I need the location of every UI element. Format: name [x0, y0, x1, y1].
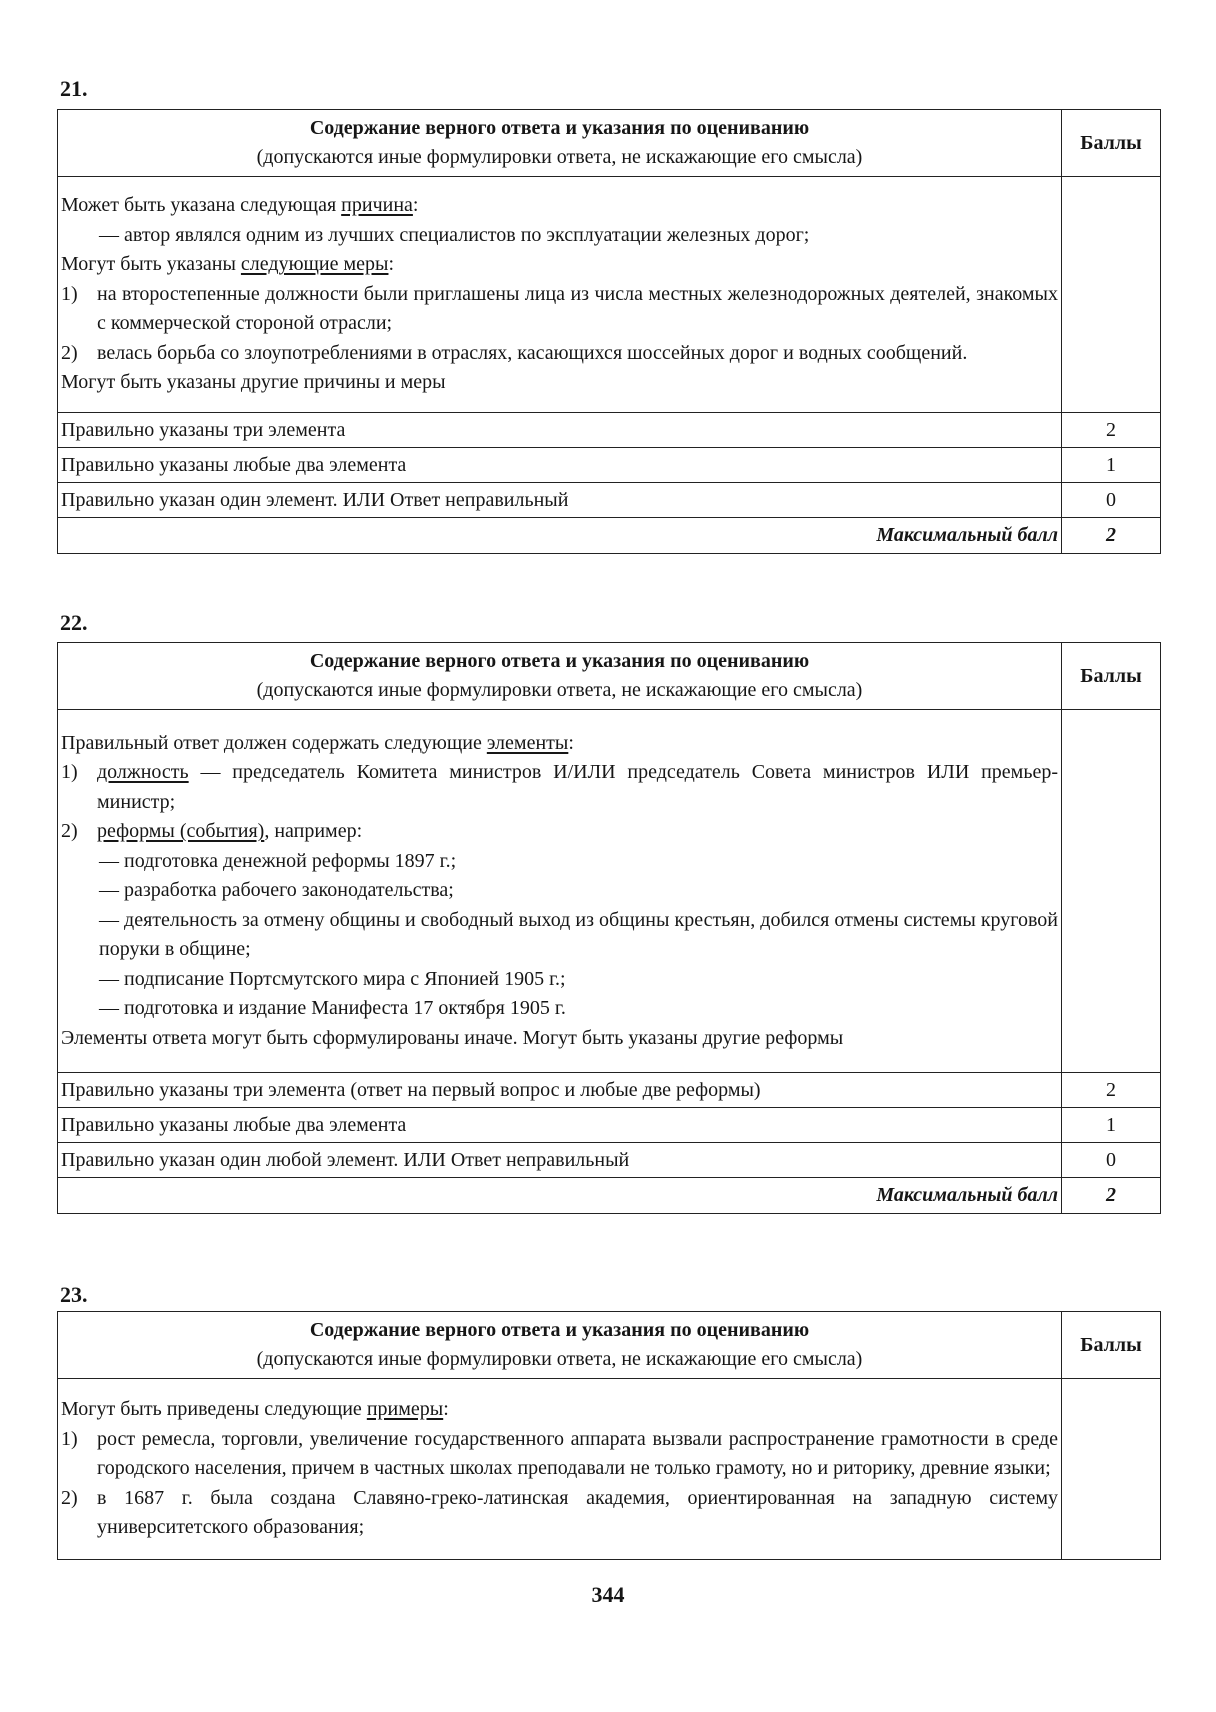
- question-21-number: 21.: [60, 76, 88, 101]
- max-score-row: Максимальный балл 2: [58, 518, 1161, 554]
- header-subtitle: (допускаются иные формулировки ответа, не искажающие его смысла): [256, 1348, 863, 1370]
- answer-dash-item: — подписание Портсмутского мира с Японией 1905 г.;: [99, 967, 566, 990]
- header-points: Баллы: [1062, 110, 1161, 177]
- question-23-number: 23.: [60, 1282, 88, 1307]
- answer-numbered-item: 1) должность — председатель Комитета министров И/ИЛИ председатель Совета министров ИЛИ премьер-министр;: [61, 761, 1058, 813]
- answer-line: Правильный ответ должен содержать следующие элементы:: [61, 731, 574, 754]
- header-description: [58, 110, 1062, 177]
- answer-line: Может быть указана следующая причина:: [61, 194, 419, 217]
- answer-content-row: [58, 1379, 1161, 1560]
- answer-dash-item: — подготовка и издание Манифеста 17 октября 1905 г.: [99, 997, 566, 1020]
- answer-content-row: [58, 177, 1161, 413]
- header-subtitle: (допускаются иные формулировки ответа, не искажающие его смысла): [256, 679, 863, 701]
- answer-dash-item: — подготовка денежной реформы 1897 г.;: [99, 849, 457, 872]
- header-points: Баллы: [1062, 643, 1161, 710]
- header-subtitle: (допускаются иные формулировки ответа, не искажающие его смысла): [256, 146, 863, 168]
- header-title: Содержание верного ответа и указания по оцениванию: [309, 650, 810, 672]
- table-header: [58, 643, 1161, 710]
- table-header: [58, 110, 1161, 177]
- answer-numbered-item: 1) на второстепенные должности были приглашены лица из числа местных железнодорожных деятелей, знакомых с коммерческой стороной отрасли;: [61, 282, 1058, 335]
- score-row: Правильно указаны три элемента (ответ на первый вопрос и любые две реформы) 2: [58, 1073, 1161, 1108]
- header-description: [58, 643, 1062, 710]
- answer-numbered-item: 2) реформы (события), например:: [61, 820, 363, 843]
- max-score-row: Максимальный балл 2: [58, 1178, 1161, 1214]
- answer-line: Элементы ответа могут быть сформулированы иначе. Могут быть указаны другие реформы: [61, 1026, 844, 1049]
- header-title: Содержание верного ответа и указания по оцениванию: [309, 1319, 810, 1341]
- criteria-table-22: [57, 642, 1161, 1214]
- criteria-table-23: [57, 1311, 1161, 1560]
- answer-line: Могут быть указаны следующие меры:: [61, 253, 395, 276]
- criteria-table-21: [57, 109, 1161, 554]
- score-row: Правильно указаны любые два элемента 1: [58, 448, 1161, 483]
- answer-numbered-item: 2) велась борьба со злоупотреблениями в отраслях, касающихся шоссейных дорог и водных сообщений.: [61, 341, 968, 364]
- score-row: Правильно указаны любые два элемента 1: [58, 1108, 1161, 1143]
- header-description: [58, 1312, 1062, 1379]
- header-title: Содержание верного ответа и указания по оцениванию: [309, 117, 810, 139]
- score-row: Правильно указаны три элемента 2: [58, 413, 1161, 448]
- answer-line: Могут быть указаны другие причины и меры: [61, 371, 446, 394]
- table-header: [58, 1312, 1161, 1379]
- page-number: 344: [591, 1582, 625, 1607]
- answer-numbered-item: 1) рост ремесла, торговли, увеличение государственного аппарата вызвали распространение грамотности в среде городского населения, причем в частных школах преподавали не только грамоту, но и риторику, древние языки;: [61, 1427, 1058, 1480]
- answer-content: [58, 177, 1062, 413]
- answer-content: [58, 710, 1062, 1073]
- score-row: Правильно указан один элемент. ИЛИ Ответ неправильный 0: [58, 483, 1161, 518]
- answer-dash-item: — деятельность за отмену общины и свободный выход из общины крестьян, добился отмены системы круговой поруки в общине;: [99, 908, 1058, 961]
- answer-content: [58, 1379, 1062, 1560]
- answer-dash-item: — разработка рабочего законодательства;: [99, 879, 454, 902]
- question-22-number: 22.: [60, 610, 88, 635]
- score-row: Правильно указан один любой элемент. ИЛИ Ответ неправильный 0: [58, 1143, 1161, 1178]
- header-points: Баллы: [1062, 1312, 1161, 1379]
- answer-content-row: [58, 710, 1161, 1073]
- answer-dash-item: — автор являлся одним из лучших специалистов по эксплуатации железных дорог;: [99, 223, 810, 246]
- answer-line: Могут быть приведены следующие примеры:: [61, 1398, 449, 1421]
- answer-numbered-item: 2) в 1687 г. была создана Славяно-греко-латинская академия, ориентированная на западную систему университетского образования;: [61, 1486, 1058, 1539]
